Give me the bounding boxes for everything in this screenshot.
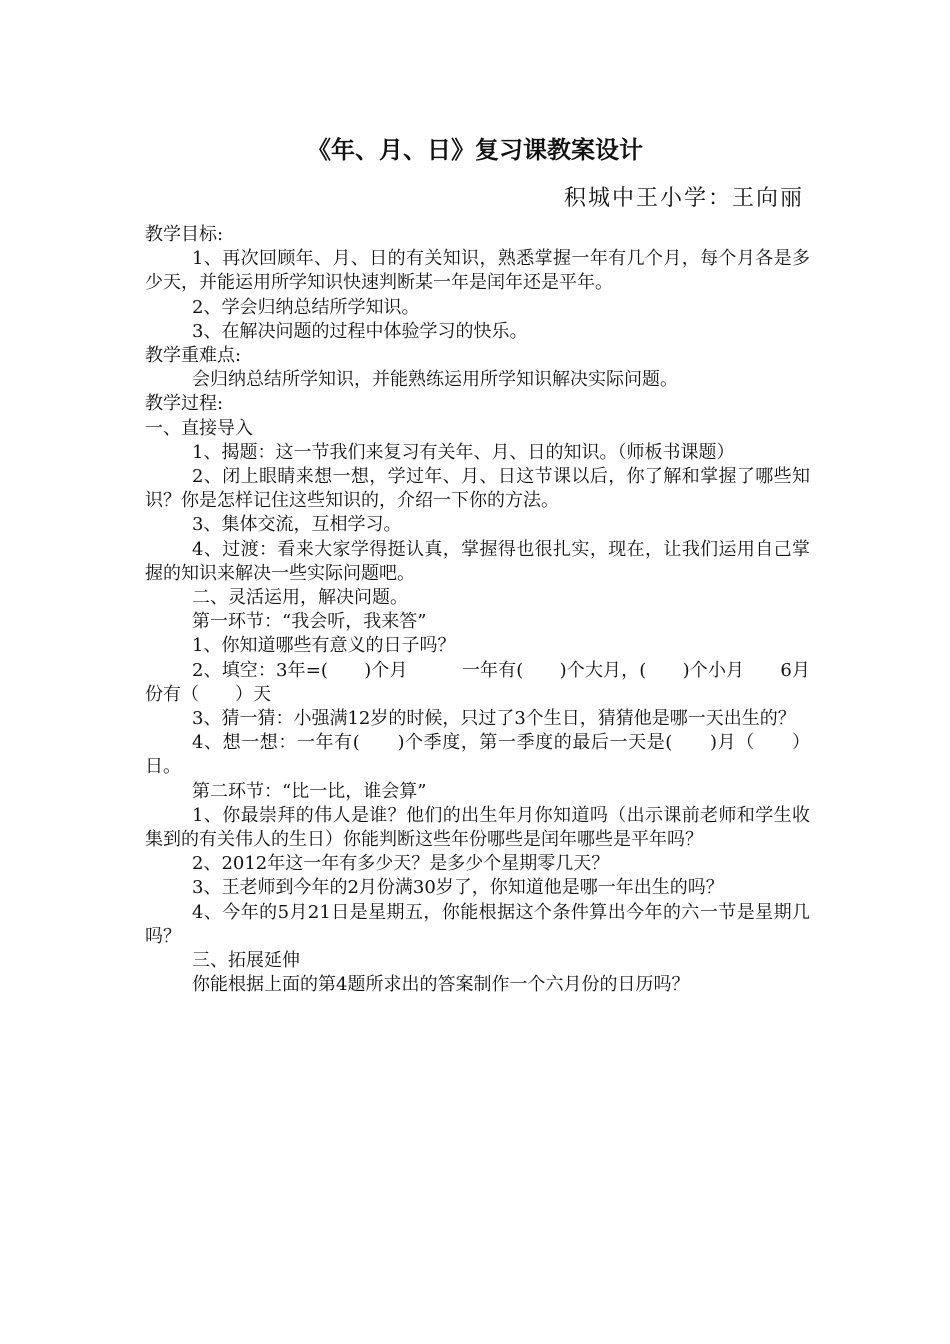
paragraph: 3、集体交流，互相学习。 — [192, 514, 402, 536]
paragraph: 第一环节：“我会听，我来答” — [192, 611, 427, 633]
paragraph: 4、想一想：一年有( )个季度，第一季度的最后一天是( )月（ ）日。 — [145, 732, 810, 778]
paragraph: 你能根据上面的第4题所求出的答案制作一个六月份的日历吗？ — [192, 974, 690, 996]
paragraph: 一、直接导入 — [145, 417, 253, 439]
paragraph: 教学重难点: — [145, 345, 242, 367]
paragraph: 2、2012年这一年有多少天？是多少个星期零几天？ — [192, 853, 610, 875]
paragraph: 4、过渡：看来大家学得挺认真，掌握得也很扎实，现在，让我们运用自己掌握的知识来解决一些实际问题吧。 — [145, 538, 810, 584]
paragraph: 3、猜一猜：小强满12岁的时候，只过了3个生日，猜猜他是哪一天出生的？ — [192, 708, 796, 730]
paragraph: 教学过程: — [145, 393, 224, 415]
paragraph: 4、今年的5月21日是星期五，你能根据这个条件算出今年的六一节是星期几吗？ — [145, 901, 810, 947]
paragraph: 1、揭题：这一节我们来复习有关年、月、日的知识。（师板书课题） — [192, 441, 735, 463]
paragraph: 教学目标: — [145, 224, 224, 245]
author-line: 积城中王小学：王向丽 — [563, 186, 804, 211]
paragraph: 2、填空：3年=( )个月 一年有( )个大月，( )个小月 6月份有（ ）天 — [145, 659, 810, 705]
paragraph: 1、你最崇拜的伟人是谁？他们的出生年月你知道吗（出示课前老师和学生收集到的有关伟人的生日）你能判断这些年份哪些是闰年哪些是平年吗？ — [145, 804, 810, 851]
paragraph: 3、王老师到今年的2月份满30岁了，你知道他是哪一年出生的吗？ — [192, 877, 724, 899]
paragraph: 二、灵活运用，解决问题。 — [192, 587, 408, 609]
paragraph: 2、学会归纳总结所学知识。 — [192, 296, 420, 318]
paragraph: 三、拓展延伸 — [192, 950, 300, 972]
paragraph: 1、再次回顾年、月、日的有关知识，熟悉掌握一年有几个月，每个月各是多少天，并能运用所学知识快速判断某一年是闰年还是平年。 — [145, 248, 810, 294]
paragraph: 1、你知道哪些有意义的日子吗？ — [192, 635, 456, 657]
paragraph: 会归纳总结所学知识，并能熟练运用所学知识解决实际问题。 — [192, 369, 678, 391]
document-body — [145, 223, 810, 998]
paragraph: 2、闭上眼睛来想一想，学过年、月、日这节课以后，你了解和掌握了哪些知识？你是怎样记住这些知识的，介绍一下你的方法。 — [145, 466, 810, 512]
paragraph: 3、在解决问题的过程中体验学习的快乐。 — [192, 320, 528, 342]
paragraph: 第二环节：“比一比，谁会算” — [192, 780, 427, 802]
document-title: 《年、月、日》复习课教案设计 — [307, 136, 643, 164]
